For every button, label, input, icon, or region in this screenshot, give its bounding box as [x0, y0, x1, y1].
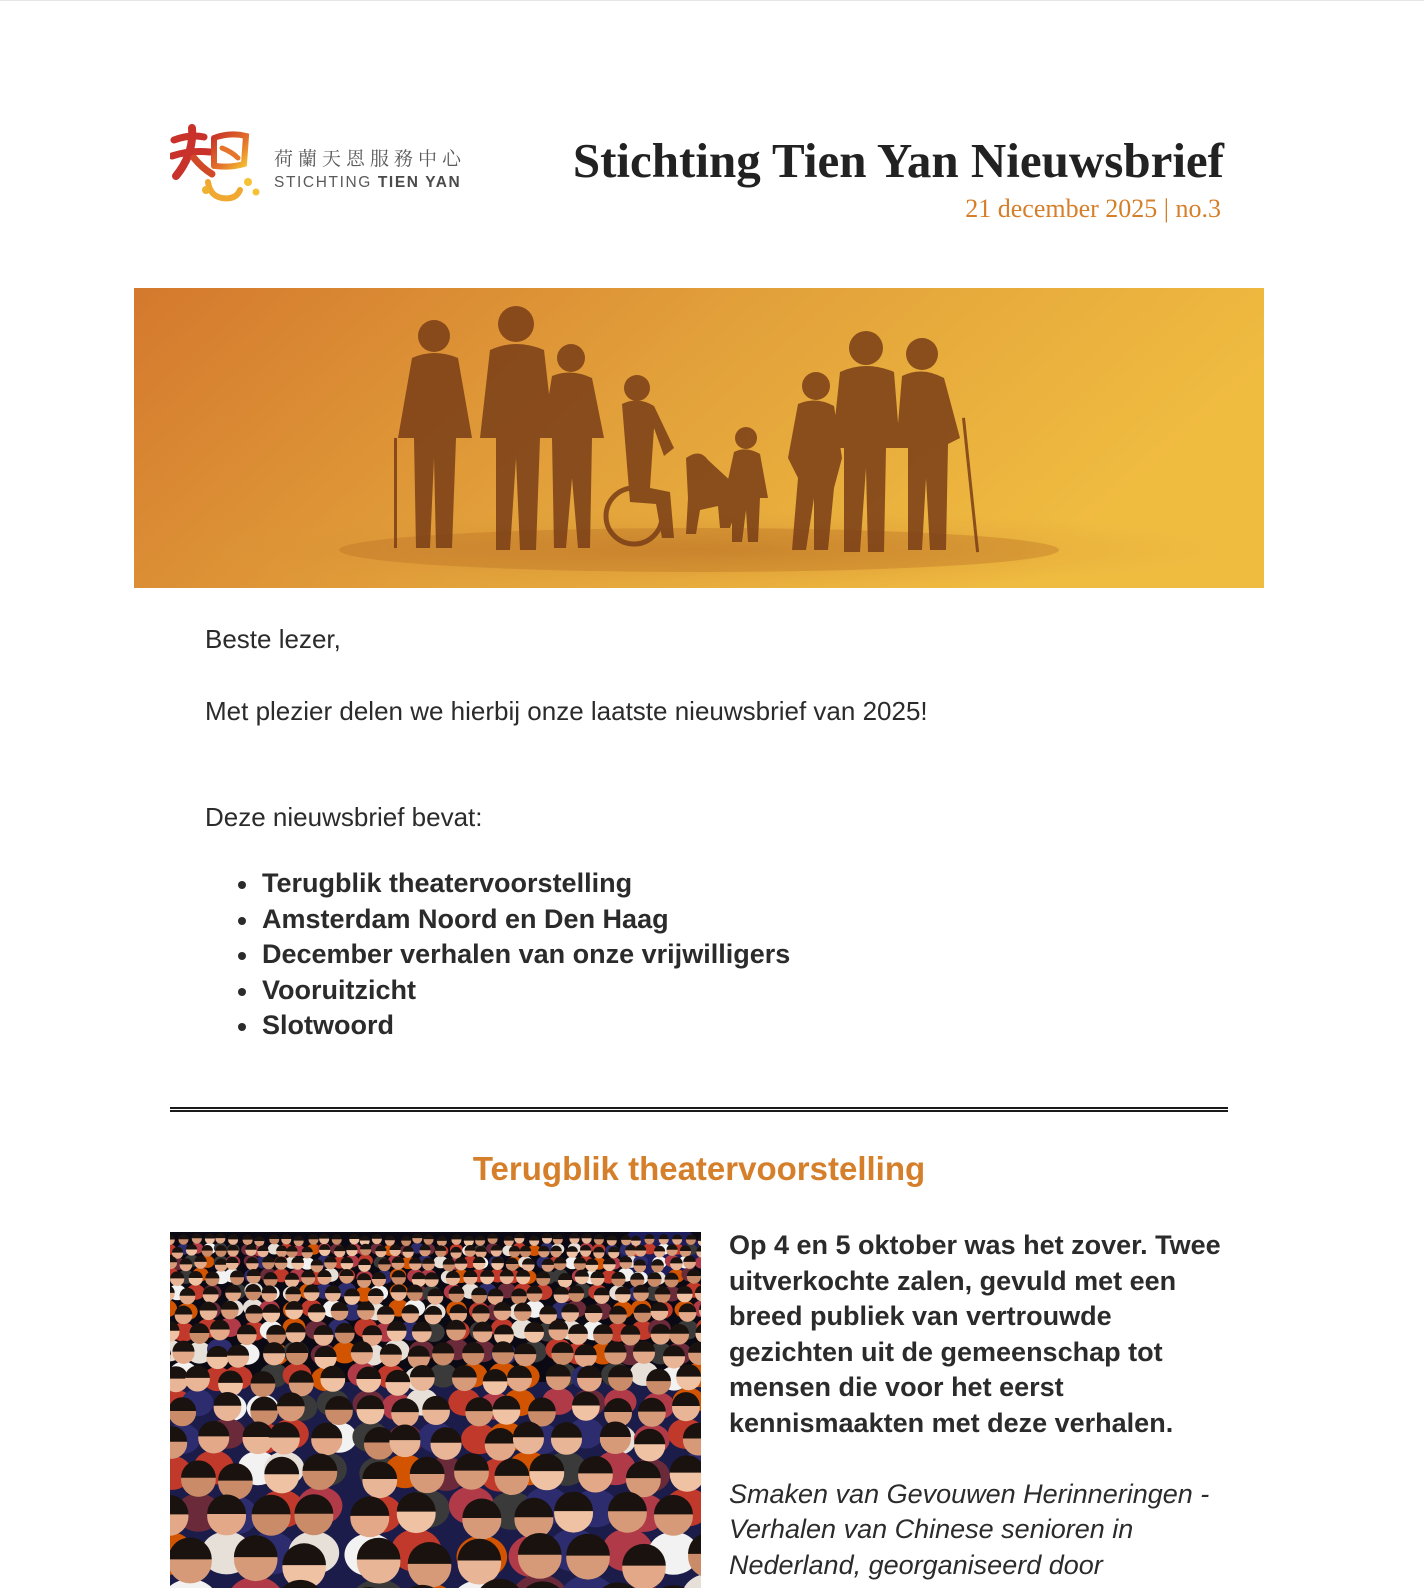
toc-item[interactable]: Terugblik theatervoorstelling [262, 866, 790, 902]
logo-english-light: STICHTING [274, 174, 372, 191]
audience-photo-image [170, 1232, 701, 1588]
toc-item[interactable]: December verhalen van onze vrijwilligers [262, 937, 790, 973]
newsletter-title: Stichting Tien Yan Nieuwsbrief [572, 133, 1224, 188]
logo-mark-icon [170, 124, 262, 204]
logo[interactable] [170, 124, 470, 204]
section-divider [170, 1107, 1228, 1112]
logo-english-bold: TIEN YAN [377, 174, 462, 191]
toc-item[interactable]: Slotwoord [262, 1008, 790, 1044]
contents-label: Deze nieuwsbrief bevat: [205, 802, 483, 832]
logo-chinese-name: 荷蘭天恩服務中心 [274, 148, 467, 170]
article-theater [729, 1228, 1229, 1583]
article-quote: Smaken van Gevouwen Herinneringen - Verhalen van Chinese senioren in Nederland, georganiseerd door [729, 1478, 1210, 1580]
banner-family-silhouette-image [134, 288, 1264, 588]
logo-english-name [274, 174, 461, 192]
intro-text: Met plezier delen we hierbij onze laatste nieuwsbrief van 2025! [205, 696, 928, 726]
issue-date: 21 december 2025 | no.3 [965, 194, 1221, 223]
article-lead: Op 4 en 5 oktober was het zover. Twee uitverkochte zalen, gevuld met een breed publiek van vertrouwde gezichten uit de gemeenschap tot mensen die voor het eerst kennismaakten met deze verhalen. [729, 1230, 1221, 1438]
toc-item[interactable]: Vooruitzicht [262, 973, 790, 1009]
section-title-theater: Terugblik theatervoorstelling [472, 1150, 926, 1187]
theater-audience-photo [170, 1232, 701, 1588]
greeting: Beste lezer, [205, 624, 341, 654]
hero-banner [134, 288, 1264, 588]
top-border [0, 0, 1424, 1]
table-of-contents [262, 866, 790, 1044]
toc-item[interactable]: Amsterdam Noord en Den Haag [262, 902, 790, 938]
